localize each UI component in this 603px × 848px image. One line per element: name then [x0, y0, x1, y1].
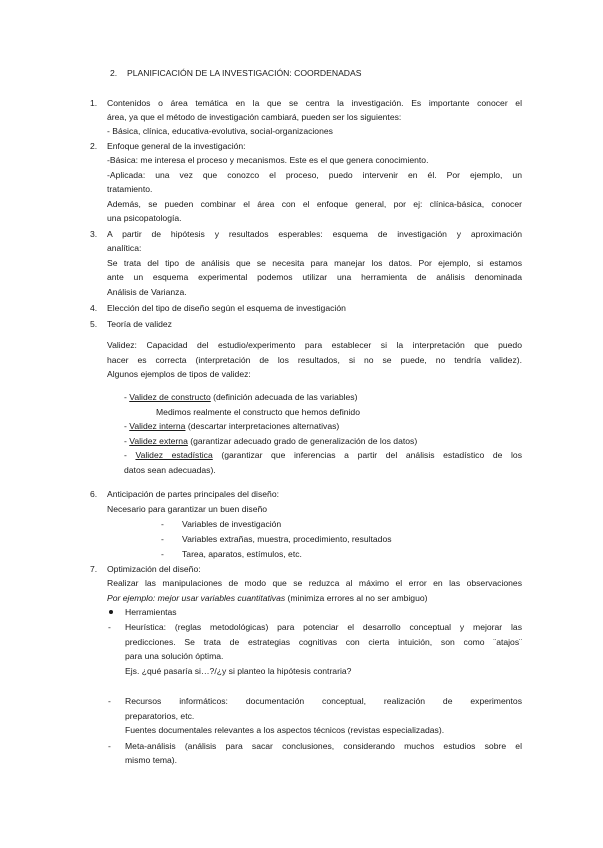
section-7-title: Optimización del diseño:: [107, 564, 201, 574]
tools-heading: Herramientas: [125, 607, 177, 617]
dash-marker: -: [161, 549, 164, 559]
section-2-line3: tratamiento.: [107, 184, 153, 194]
section-1-title: Contenidos o área temática en la que se centra la investigación. Es importante conocer el: [107, 98, 522, 108]
meta-analysis-line2: mismo tema).: [125, 755, 178, 765]
section-3-number: 3.: [90, 229, 98, 239]
section-7-line1: Realizar las manipulaciones de modo que se reduzca al máximo el error en las observaciones: [107, 578, 522, 588]
section-7-line2: Por ejemplo: mejor usar variables cuantitativas (minimiza errores al no ser ambiguo): [107, 593, 428, 603]
dash-marker: -: [161, 519, 164, 529]
section-5-para2: hacer es correcta (interpretación de los resultados, si no se puede, no tendría validez).: [107, 355, 522, 365]
section-3-line2: ante un esquema experimental podemos utilizar una herramienta de análisis denominada: [107, 272, 522, 282]
resources-line2: preparatorios, etc.: [125, 711, 195, 721]
bullet-icon: [109, 610, 113, 614]
design-part-item: Variables de investigación: [182, 519, 282, 529]
section-6-title: Anticipación de partes principales del diseño:: [107, 489, 279, 499]
section-5-para1: Validez: Capacidad del estudio/experimento para establecer si la interpretación que puedo: [107, 340, 522, 350]
section-6-number: 6.: [90, 489, 98, 499]
section-4-title: Elección del tipo de diseño según el esquema de investigación: [107, 303, 346, 313]
section-2-line1: -Básica: me interesa el proceso y mecanismos. Este es el que genera conocimiento.: [107, 155, 429, 165]
validity-item-note: Medimos realmente el constructo que hemos definido: [156, 407, 360, 417]
section-5-para3: Algunos ejemplos de tipos de validez:: [107, 369, 251, 379]
section-2-line2: -Aplicada: una vez que conozco el proceso, puedo intervenir en él. Por ejemplo, un: [107, 170, 522, 180]
page-heading: PLANIFICACIÓN DE LA INVESTIGACIÓN: COORDENADAS: [127, 68, 362, 78]
meta-analysis-line1: Meta-análisis (análisis para sacar conclusiones, considerando muchos estudios sobre el: [125, 741, 522, 751]
example-italic: Por ejemplo: mejor usar variables cuantitativas: [107, 593, 286, 603]
validity-term: Validez externa: [129, 436, 188, 446]
section-7-number: 7.: [90, 564, 98, 574]
section-2-title: Enfoque general de la investigación:: [107, 141, 246, 151]
section-3-title: A partir de hipótesis y resultados esperables: esquema de investigación y aproximación: [107, 229, 522, 239]
resources-line1: Recursos informáticos: documentación conceptual, realización de experimentos: [125, 696, 522, 706]
validity-item: - Validez estadística (garantizar que inferencias a partir del análisis estadístico de los: [124, 450, 523, 460]
heuristic-line3: para una solución óptima.: [125, 651, 224, 661]
resources-line3: Fuentes documentales relevantes a los aspectos técnicos (revistas especializadas).: [125, 725, 445, 735]
dash-marker: -: [108, 622, 111, 632]
section-2-line4: Además, se pueden combinar el área con el enfoque general, por ej: clínica-básica, conocer: [107, 199, 522, 209]
section-1-number: 1.: [90, 98, 98, 108]
section-4-number: 4.: [90, 303, 98, 313]
section-1-line2: área, ya que el método de investigación cambiará, pueden ser los siguientes:: [107, 112, 402, 122]
validity-term: Validez de constructo: [129, 392, 211, 402]
section-3-line3: Análisis de Varianza.: [107, 287, 187, 297]
heading-number: 2.: [110, 68, 118, 78]
dash-marker: -: [161, 534, 164, 544]
validity-term: Validez interna: [129, 421, 186, 431]
section-5-title: Teoría de validez: [107, 319, 172, 329]
validity-item: - Validez de constructo (definición adecuada de las variables): [124, 392, 358, 402]
section-6-line1: Necesario para garantizar un buen diseño: [107, 504, 268, 514]
section-5-number: 5.: [90, 319, 98, 329]
validity-item-continuation: datos sean adecuadas).: [124, 465, 216, 475]
design-part-item: Variables extrañas, muestra, procedimiento, resultados: [182, 534, 392, 544]
heuristic-line2: predicciones. Se trata de estrategias cognitivas con cierta intuición, son como ¨atajos¨: [125, 637, 522, 647]
section-2-line5: una psicopatología.: [107, 213, 182, 223]
section-3-line1: Se trata del tipo de análisis que se necesita para manejar los datos. Por ejemplo, si estamos: [107, 258, 522, 268]
section-3-title2: analítica:: [107, 243, 142, 253]
heuristic-line1: Heurística: (reglas metodológicas) para potenciar el desarrollo conceptual y mejorar las: [125, 622, 522, 632]
section-2-number: 2.: [90, 141, 98, 151]
validity-item: - Validez externa (garantizar adecuado grado de generalización de los datos): [124, 436, 418, 446]
dash-marker: -: [108, 696, 111, 706]
validity-term: Validez estadística: [135, 450, 213, 460]
section-1-line3: - Básica, clínica, educativa-evolutiva, social-organizaciones: [107, 126, 333, 136]
design-part-item: Tarea, aparatos, estímulos, etc.: [182, 549, 302, 559]
validity-item: - Validez interna (descartar interpretaciones alternativas): [124, 421, 340, 431]
dash-marker: -: [108, 741, 111, 751]
heuristic-line4: Ejs. ¿qué pasaría si…?/¿y si planteo la hipótesis contraria?: [125, 666, 352, 676]
